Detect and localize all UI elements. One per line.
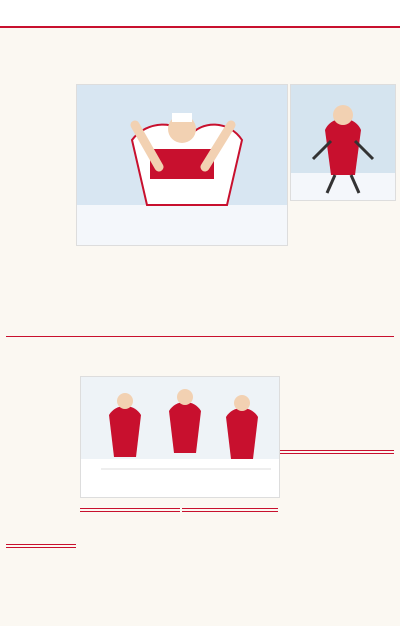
story-lede xyxy=(6,84,72,234)
page-header xyxy=(0,0,400,28)
feature-right-bottom-col xyxy=(280,462,394,612)
subhead-mid-right xyxy=(182,508,278,512)
subhead-right-top xyxy=(280,450,394,454)
photo-feature xyxy=(80,376,280,498)
feature-bottom-mid-col xyxy=(80,520,278,612)
photo-skier-top xyxy=(290,84,396,201)
story-body xyxy=(6,244,396,332)
feature-right-top-col xyxy=(280,376,394,450)
photo-celebration xyxy=(76,84,288,246)
section-divider xyxy=(6,336,394,337)
subhead-left xyxy=(6,544,76,548)
feature-left-bottom-col xyxy=(6,556,76,616)
feature-left-col xyxy=(6,376,76,566)
subhead-mid-left xyxy=(80,508,180,512)
